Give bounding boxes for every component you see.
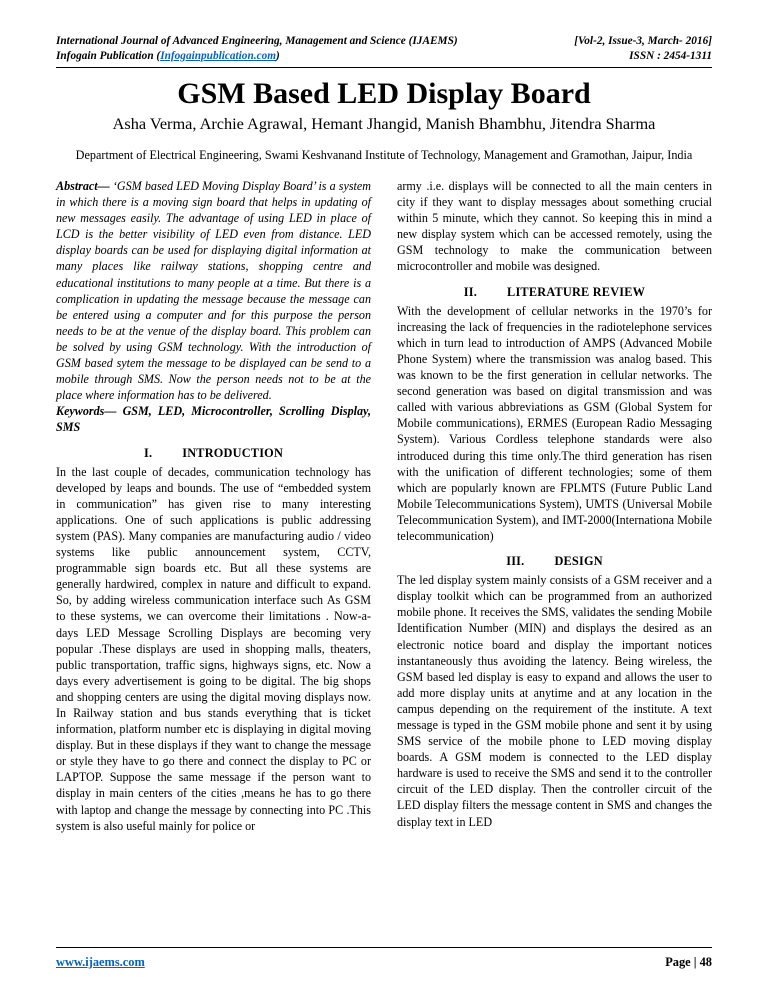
section-heading-introduction (56, 445, 371, 461)
journal-header (56, 34, 712, 68)
journal-header-left (56, 34, 458, 63)
two-column-body (56, 178, 712, 834)
keywords-label: Keywords— (56, 404, 117, 419)
authors-line: Asha Verma, Archie Agrawal, Hemant Jhangid, Manish Bhambhu, Jitendra Sharma (112, 114, 656, 133)
publisher-line (56, 49, 458, 64)
abstract-paragraph (56, 178, 371, 403)
abstract-text: ‘GSM based LED Moving Display Board’ is a system in which there is a moving sign board that helps in updating of new messages easily. The advantage of using LED in place of LCD is the better visibility of LED even from distance. LED display boards can be used for displaying digital information at many places like railway stations, shopping centre and educational institutions to many people at a time. But there is a complication in updating the message because the message can be entered using a computer and for this purpose the person needs to be at the venue of the display board. This problem can be solved by using GSM technology. With the introduction of GSM based sytem the message to be displayed can be send to a mobile through SMS. Now the person needs not to be at the place where information has to be delivered. (56, 179, 371, 403)
section-title: INTRODUCTION (182, 445, 284, 460)
paper-title: GSM Based LED Display Board (177, 77, 591, 110)
introduction-body: In the last couple of decades, communication technology has developed by leaps and bounds. The use of “embedded system in communication” has given rise to many interesting applications. One of such applications is public addressing system (PAS). Many companies are manufacturing audio / video systems like public announcement system, CCTV, programmable sign boards etc. But all these systems are generally hardwired, complex in nature and difficult to expand. So, by adding wireless communication interface such As GSM to these systems, we can overcome their limitations . Now-a-days LED Message Scrolling Displays are becoming very popular .These displays are used in shopping malls, theaters, public transportation, traffic signs, highways signs, etc. Now a days every advertisement is going to be digital. The big shops and shopping centers are using the digital moving displays now. In Railway station and bus stands everything that is ticket information, platform number etc is displaying in digital moving display. But in these displays if they want to change the message or style they have to go there and connect the display to PC or LAPTOP. Suppose the same message if the person want to display in main centers of the cities ,means he has to go there with laptop and change the message by connecting into PC .This system is also useful mainly for police or (56, 464, 371, 833)
affiliation-line: Department of Electrical Engineering, Swami Keshvanand Institute of Technology, Management and Gramothan, Jaipur, India (75, 148, 693, 162)
website-link[interactable]: www.ijaems.com (56, 955, 145, 969)
section-heading-literature-review (397, 284, 712, 300)
abstract-label: Abstract— (56, 179, 110, 193)
left-column (56, 178, 371, 834)
section-title: LITERATURE REVIEW (507, 284, 646, 299)
design-body: The led display system mainly consists of a GSM receiver and a display toolkit which can be programmed from an authorized mobile phone. It receives the SMS, validates the sending Mobile Identification Number (MIN) and displays the desired as an electronic notice board and display the important notices instantaneously thus avoiding the latency. Being wireless, the GSM based led display is easy to expand and allows the user to add more display units at anytime and at any location in the campus depending on the requirement of the institute. A text message is typed in the GSM mobile phone and sent it by using SMS service of the mobile phone to LED moving display boards. A GSM modem is connected to the LED display hardware is used to receive the SMS and send it to the controller circuit of the LED display. Then the controller circuit of the LED display filters the message content in SMS and changes the display text in LED (397, 573, 712, 829)
publisher-link[interactable]: Infogainpublication.com (160, 49, 277, 62)
page-number: Page | 48 (665, 955, 712, 969)
keywords-paragraph (56, 403, 371, 435)
keywords-text: GSM, LED, Microcontroller, Scrolling Display, SMS (56, 404, 371, 435)
section-number: III. (506, 554, 525, 569)
introduction-continuation: army .i.e. displays will be connected to all the main centers in city if they want to display messages about something crucial within 5 minute, which they cannot. So keeping this in mind a new display system which can be accessed remotely, using the GSM technology to make the communication between microcontroller and mobile was designed. (397, 179, 712, 274)
page-footer (56, 947, 712, 970)
publisher-suffix: ) (276, 49, 280, 62)
issn: ISSN : 2454-1311 (629, 49, 712, 62)
journal-header-right (574, 34, 712, 63)
section-heading-design (397, 553, 712, 569)
section-title: DESIGN (554, 554, 603, 569)
volume-info: [Vol-2, Issue-3, March- 2016] (574, 35, 712, 47)
right-column (397, 178, 712, 834)
literature-review-body: With the development of cellular networks in the 1970’s for increasing the lack of frequencies in the radiotelephone services which in turn lead to introduction of AMPS (Advanced Mobile Phone System) where the transmission was analog based. This was known to be the first generation in cellular networks. The second generation was based on digital transmission and was called with various abbreviations as GSM (Global System for Mobile communications), ERMES (European Radio Messaging System). Various Cordless telephone standards were also introduced during this time only.The third generation has risen with the unification of different technologies; some of them which are popularly known are FPLMTS (Future Public Land Mobile Telecommunications System), UMTS (Universal Mobile Telecommunication System), and IMT-2000(Internationa Mobile telecommunication) (397, 303, 712, 543)
section-number: II. (463, 284, 478, 299)
section-number: I. (143, 445, 153, 460)
publisher-prefix: Infogain Publication ( (56, 49, 161, 62)
journal-name: International Journal of Advanced Engineering, Management and Science (IJAEMS) (56, 35, 458, 47)
